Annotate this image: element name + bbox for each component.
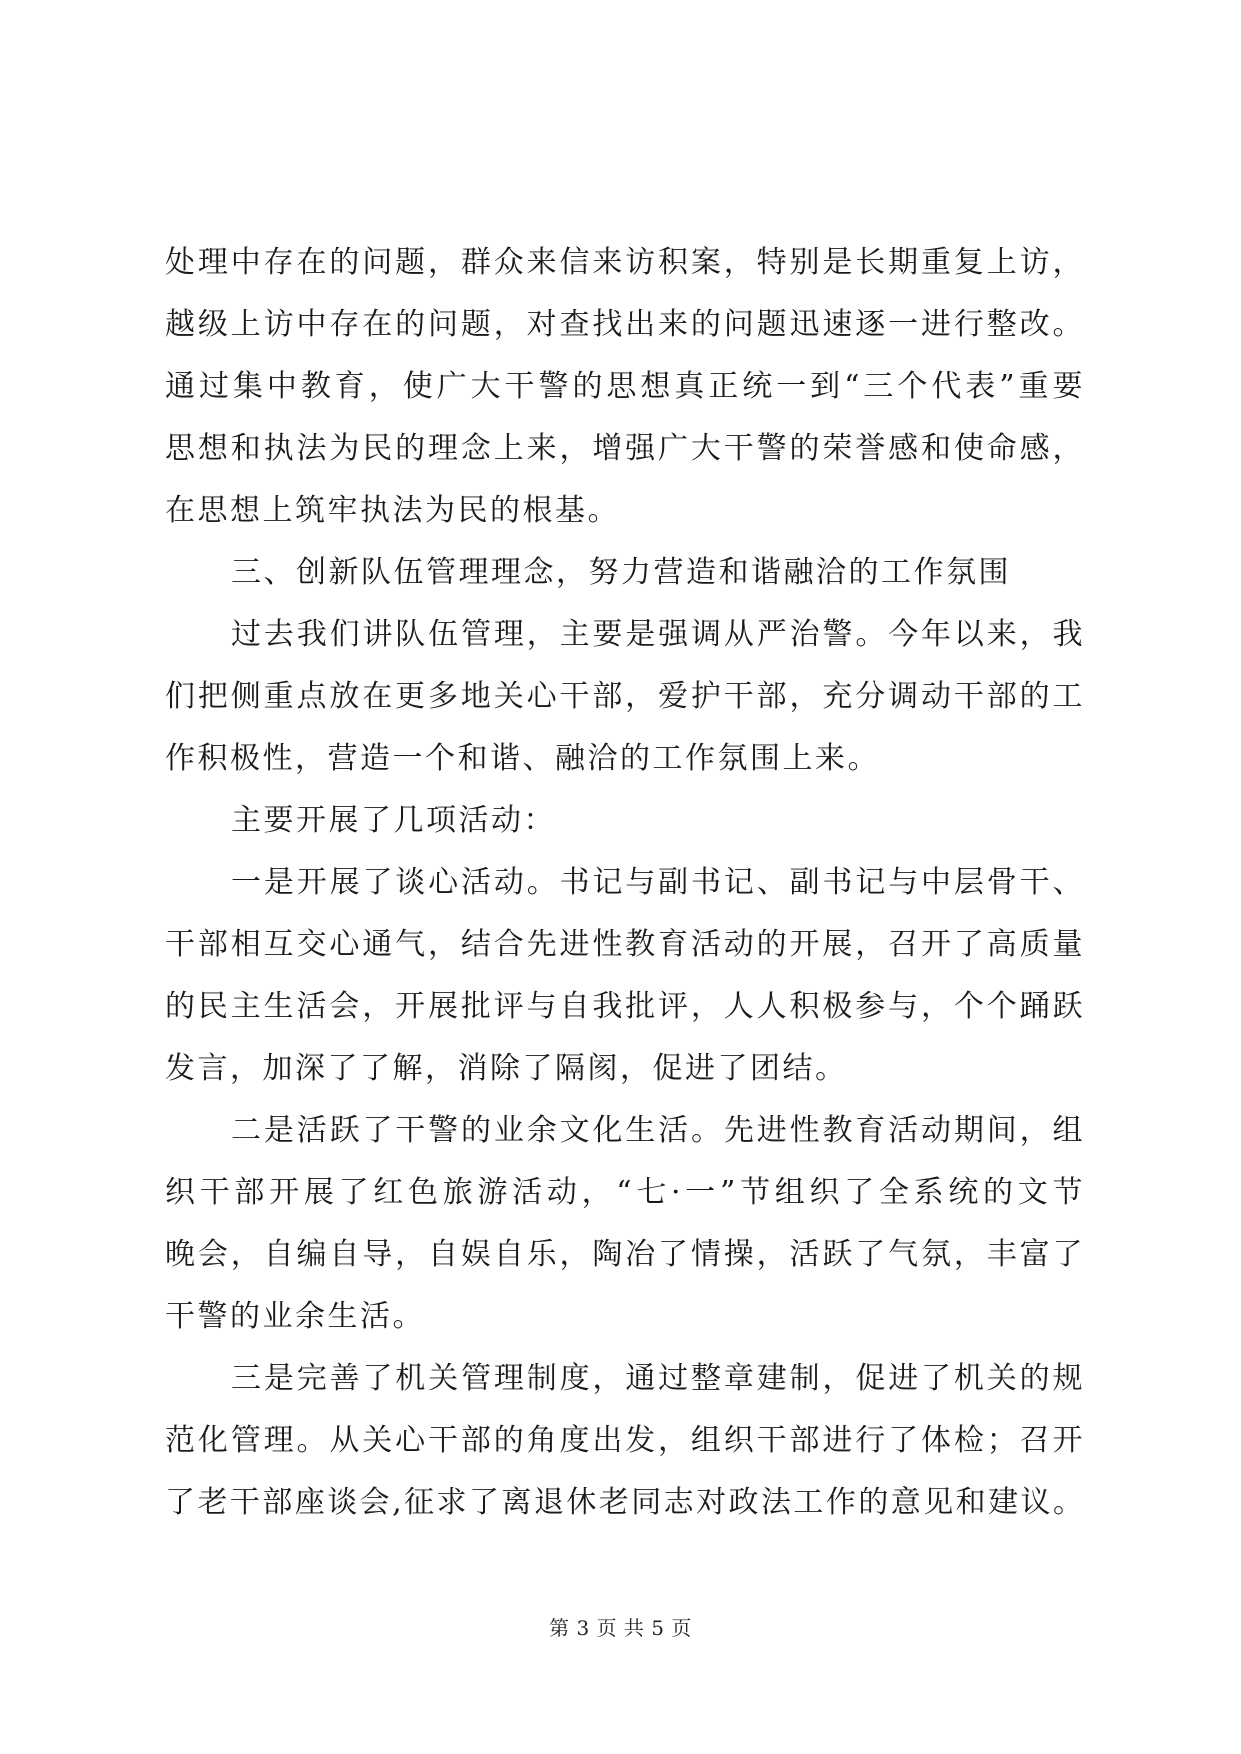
text-line: 作积极性，营造一个和谐、融洽的工作氛围上来。: [165, 741, 880, 776]
text-line: 织干部开展了红色旅游活动，“七·一”节组织了全系统的文节: [165, 1175, 1085, 1210]
text-line: 二是活跃了干警的业余文化生活。先进性教育活动期间，组: [231, 1113, 1085, 1148]
text-line: 过去我们讲队伍管理，主要是强调从严治警。今年以来，我: [231, 617, 1085, 652]
text-line: 主要开展了几项活动：: [231, 803, 556, 838]
text-line: 通过集中教育，使广大干警的思想真正统一到“三个代表”重要: [165, 369, 1085, 404]
text-line: 的民主生活会，开展批评与自我批评，人人积极参与，个个踊跃: [165, 989, 1085, 1024]
text-line: 干警的业余生活。: [165, 1299, 425, 1334]
text-line: 在思想上筑牢执法为民的根基。: [165, 493, 620, 528]
text-line: 思想和执法为民的理念上来，增强广大干警的荣誉感和使命感，: [165, 431, 1085, 466]
text-line: 了老干部座谈会,征求了离退休老同志对政法工作的意见和建议。: [165, 1485, 1085, 1520]
text-line: 三是完善了机关管理制度，通过整章建制，促进了机关的规: [231, 1361, 1085, 1396]
text-line: 发言，加深了了解，消除了隔阂，促进了团结。: [165, 1051, 848, 1086]
text-line: 处理中存在的问题，群众来信来访积案，特别是长期重复上访，: [165, 245, 1085, 280]
section-heading: 三、创新队伍管理理念，努力营造和谐融洽的工作氛围: [231, 555, 1011, 590]
text-line: 们把侧重点放在更多地关心干部，爱护干部，充分调动干部的工: [165, 679, 1085, 714]
text-line: 范化管理。从关心干部的角度出发，组织干部进行了体检；召开: [165, 1423, 1085, 1458]
text-line: 干部相互交心通气，结合先进性教育活动的开展，召开了高质量: [165, 927, 1085, 962]
text-line: 越级上访中存在的问题，对查找出来的问题迅速逐一进行整改。: [165, 307, 1085, 342]
text-line: 一是开展了谈心活动。书记与副书记、副书记与中层骨干、: [231, 865, 1085, 900]
text-line: 晚会，自编自导，自娱自乐，陶冶了情操，活跃了气氛，丰富了: [165, 1237, 1085, 1272]
page-number-footer: 第 3 页 共 5 页: [549, 1616, 692, 1640]
